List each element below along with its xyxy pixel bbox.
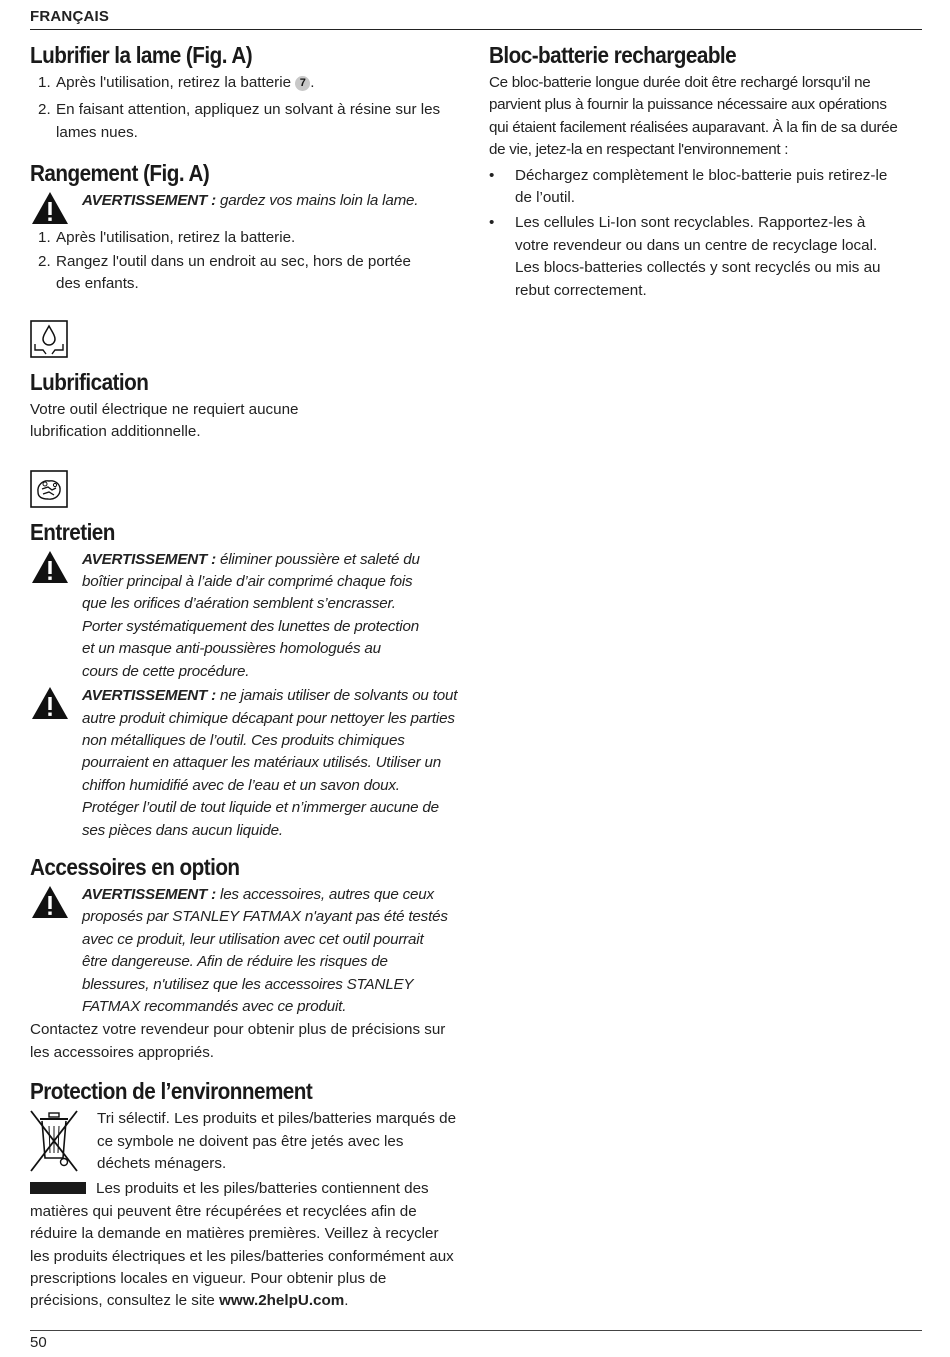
list-item: 2. Rangez l'outil dans un endroit au sec, hors de portée des enfants. bbox=[38, 253, 411, 293]
section-lubrifier bbox=[30, 40, 460, 144]
section-bloc-batterie bbox=[489, 40, 909, 302]
lubrication-icon bbox=[30, 320, 68, 358]
list-item: 2. En faisant attention, appliquez un solvant à résine sur les lames nues. bbox=[38, 101, 441, 141]
step-text: Après l'utilisation, retirez la batterie bbox=[56, 74, 292, 91]
section-title: Bloc-batterie rechargeable bbox=[489, 42, 737, 68]
warning-icon bbox=[30, 190, 70, 226]
step-text: Rangez l'outil dans un endroit au sec, hors de portée des enfants. bbox=[56, 253, 411, 293]
warning-keyword: AVERTISSEMENT : bbox=[82, 885, 216, 903]
footer-rule bbox=[30, 1330, 922, 1331]
separate-collection-bar bbox=[30, 1182, 86, 1194]
body-text: Ce bloc-batterie longue durée doit être rechargé lorsqu'il ne parvient plus à fournir la puissance nécessaire aux opérations qui étaient facilement réalisées auparavant. À la fin de sa durée de vie, jetez-la en respectant l'environnement : bbox=[489, 74, 898, 159]
warning-text: les accessoires, autres que ceux proposés par STANLEY FATMAX n'ayant pas été testés avec ce produit, leur utilisation avec cet outil pourrait être dangereuse. Afin de réduire les risques de blessures, n'utilisez que les accessoires STANLEY FATMAX recommandés avec ce produit. bbox=[82, 885, 448, 1015]
warning-block bbox=[30, 884, 460, 1018]
steps-list bbox=[30, 72, 460, 144]
body-text: Votre outil électrique ne requiert aucune lubrification additionnelle. bbox=[30, 400, 299, 441]
warning-block bbox=[30, 549, 460, 683]
section-title: Entretien bbox=[30, 518, 115, 545]
weee-block bbox=[30, 1108, 460, 1175]
list-item: • Les cellules Li-Ion sont recyclables. Rapportez-les à votre revendeur ou dans un centre de recyclage local. Les blocs-batteries collectés y sont recyclés ou mis au rebut correctement. bbox=[489, 214, 881, 299]
recycle-text: Les produits et les piles/batteries contiennent des matières qui peuvent être récupérées et recyclées afin de réduire la demande en matières premières. Veillez à recycler les produits électriques et les piles/batteries conformément aux prescriptions locales en vigueur. Pour obtenir plus de précisions, consultez le site bbox=[30, 1180, 454, 1310]
section-lubrification bbox=[30, 320, 460, 444]
recycle-paragraph bbox=[30, 1178, 460, 1312]
warning-text: éliminer poussière et saleté du boîtier principal à l’aide d’air comprimé chaque fois que les orifices d’aération semblent s’encrasser. Porter systématiquement des lunettes de protection et un masque anti-poussières homologués au cours de cette procédure. bbox=[82, 550, 420, 680]
warning-keyword: AVERTISSEMENT : bbox=[82, 550, 216, 568]
section-accessoires bbox=[30, 852, 460, 1064]
list-item: • Déchargez complètement le bloc-batterie puis retirez-le de l’outil. bbox=[489, 166, 888, 207]
weee-text: Tri sélectif. Les produits et piles/batteries marqués de ce symbole ne doivent pas être jetés avec les déchets ménagers. bbox=[97, 1110, 457, 1172]
section-environnement bbox=[30, 1076, 460, 1313]
section-rangement bbox=[30, 158, 460, 296]
website-link[interactable]: www.2helpU.com bbox=[219, 1292, 345, 1310]
warning-keyword: AVERTISSEMENT : bbox=[82, 687, 216, 705]
warning-block bbox=[30, 685, 460, 842]
section-title: Lubrifier la lame (Fig. A) bbox=[30, 42, 253, 68]
warning-keyword: AVERTISSEMENT : bbox=[82, 192, 216, 210]
bullet-list bbox=[489, 165, 909, 302]
steps-list bbox=[30, 227, 460, 296]
language-label: FRANÇAIS bbox=[30, 8, 110, 25]
right-column bbox=[489, 40, 909, 302]
warning-text: ne jamais utiliser de solvants ou tout autre produit chimique décapant pour nettoyer les parties non métalliques de l’outil. Ces produits chimiques pourraient en attaquer les matériaux utilisés. Utiliser un chiffon humidifié avec de l’eau et un savon doux. Protéger l’outil de tout liquide et n’immerger aucune de ses pièces dans aucun liquide. bbox=[82, 687, 458, 839]
left-column bbox=[30, 40, 460, 1313]
section-title: Lubrification bbox=[30, 368, 149, 395]
section-title: Protection de l’environnement bbox=[30, 1078, 313, 1105]
section-entretien bbox=[30, 470, 460, 842]
maintenance-icon bbox=[30, 470, 68, 508]
warning-icon bbox=[30, 549, 70, 585]
body-text: Contactez votre revendeur pour obtenir plus de précisions sur les accessoires appropriés. bbox=[30, 1021, 446, 1061]
sentence-end: . bbox=[344, 1292, 349, 1310]
section-title: Rangement (Fig. A) bbox=[30, 160, 210, 187]
bullet-text: Déchargez complètement le bloc-batterie puis retirez-le de l’outil. bbox=[515, 166, 888, 207]
section-title: Accessoires en option bbox=[30, 853, 240, 880]
warning-block bbox=[30, 190, 460, 212]
list-item: 1. Après l'utilisation, retirez la batterie 7 . bbox=[38, 74, 315, 91]
step-text: En faisant attention, appliquez un solvant à résine sur les lames nues. bbox=[56, 101, 441, 141]
warning-icon bbox=[30, 685, 70, 721]
crossed-bin-icon bbox=[30, 1110, 78, 1172]
list-item: 1. Après l'utilisation, retirez la batterie. bbox=[38, 228, 296, 246]
step-text: Après l'utilisation, retirez la batterie. bbox=[56, 228, 296, 246]
bullet-text: Les cellules Li-Ion sont recyclables. Rapportez-les à votre revendeur ou dans un centre de recyclage local. Les blocs-batteries collectés y sont recyclés ou mis au rebut correctement. bbox=[515, 214, 881, 299]
warning-text: gardez vos mains loin la lame. bbox=[220, 192, 419, 210]
page-number: 50 bbox=[30, 1334, 47, 1351]
header-rule bbox=[30, 29, 922, 30]
warning-icon bbox=[30, 884, 70, 920]
part-number-badge: 7 bbox=[295, 76, 310, 91]
step-suffix: . bbox=[310, 74, 315, 91]
